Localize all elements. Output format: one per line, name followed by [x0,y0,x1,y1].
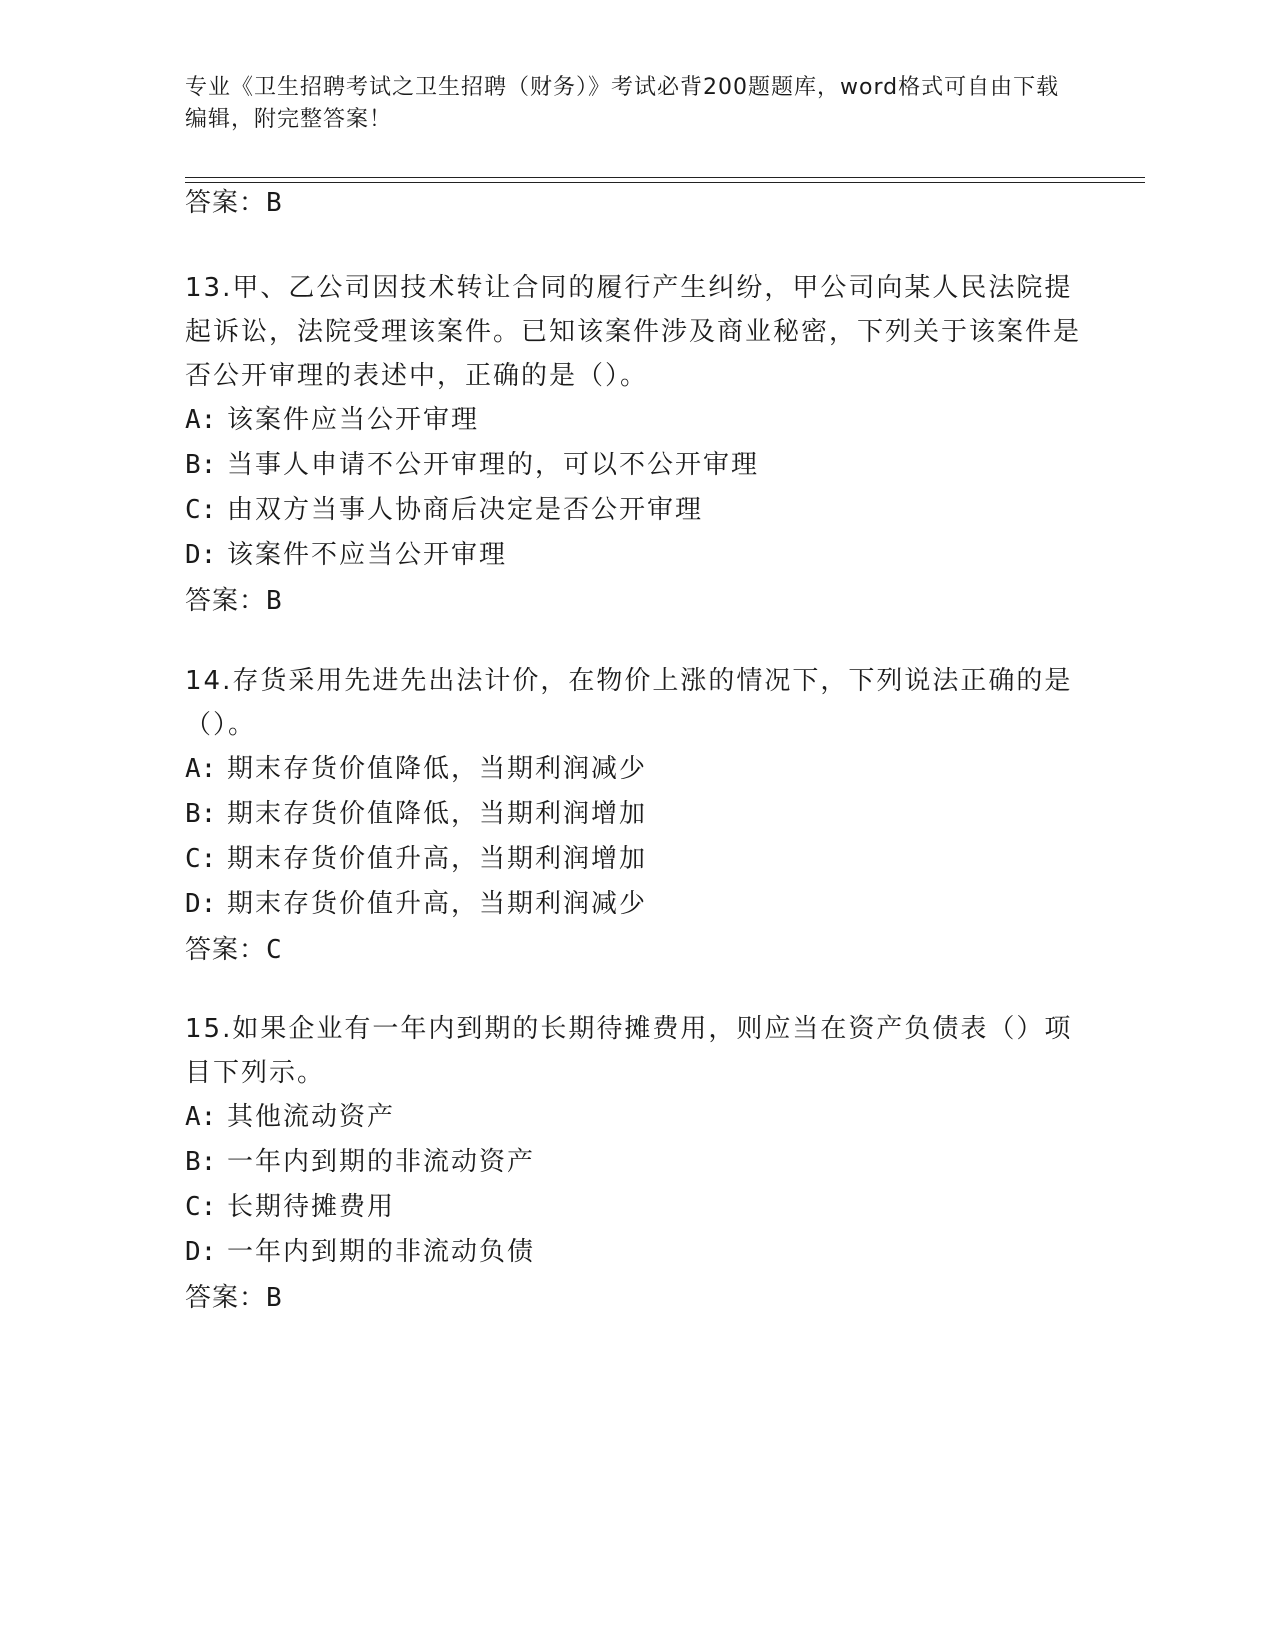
option-a [185,747,1085,792]
option-label: A: [185,754,217,784]
option-text: 长期待摊费用 [227,1192,396,1222]
question-block-14 [185,659,1085,973]
option-label: D: [185,540,217,570]
answer-label: 答案： [185,935,267,965]
option-label: C: [185,844,217,874]
option-d [185,882,1085,927]
answer-label: 答案： [185,188,267,218]
option-label: D: [185,1237,217,1267]
answer-line [185,180,1085,226]
option-text: 期末存货价值降低，当期利润增加 [227,799,648,829]
answer-value: B [266,1283,283,1313]
answer-value: B [266,586,283,616]
option-text: 期末存货价值降低，当期利润减少 [227,754,648,784]
option-text: 该案件应当公开审理 [227,405,480,435]
option-label: C: [185,495,217,525]
option-a [185,398,1085,443]
question-text: 15.如果企业有一年内到期的长期待摊费用，则应当在资产负债表（）项目下列示。 [185,1014,1073,1088]
previous-answer-block [185,180,1085,226]
header-divider-top [185,177,1145,178]
answer-line [185,927,1085,973]
option-b [185,792,1085,837]
question-block-15 [185,1007,1085,1321]
option-c [185,837,1085,882]
question-text: 13.甲、乙公司因技术转让合同的履行产生纠纷，甲公司向某人民法院提起诉讼，法院受理该案件。已知该案件涉及商业秘密，下列关于该案件是否公开审理的表述中，正确的是（）。 [185,273,1082,391]
option-b [185,443,1085,488]
document-header: 专业《卫生招聘考试之卫生招聘（财务）》考试必背200题题库，word格式可自由下载编辑，附完整答案！ [185,75,1060,132]
option-text: 一年内到期的非流动资产 [227,1147,536,1177]
option-c [185,1185,1085,1230]
answer-label: 答案： [185,1283,267,1313]
option-label: B: [185,799,217,829]
question-block-13 [185,266,1085,624]
answer-line [185,578,1085,624]
option-label: A: [185,405,217,435]
option-d [185,533,1085,578]
option-a [185,1095,1085,1140]
answer-value: C [266,935,283,965]
option-c [185,488,1085,533]
option-text: 一年内到期的非流动负债 [227,1237,536,1267]
question-text: 14.存货采用先进先出法计价，在物价上涨的情况下，下列说法正确的是（）。 [185,666,1073,740]
option-d [185,1230,1085,1275]
option-text: 期末存货价值升高，当期利润减少 [227,889,648,919]
option-text: 由双方当事人协商后决定是否公开审理 [227,495,704,525]
option-label: D: [185,889,217,919]
option-label: B: [185,1147,217,1177]
answer-value: B [266,188,283,218]
option-label: C: [185,1192,217,1222]
option-text: 其他流动资产 [227,1102,396,1132]
option-label: B: [185,450,217,480]
option-label: A: [185,1102,217,1132]
answer-line [185,1275,1085,1321]
answer-label: 答案： [185,586,267,616]
option-text: 当事人申请不公开审理的，可以不公开审理 [227,450,760,480]
option-text: 期末存货价值升高，当期利润增加 [227,844,648,874]
option-text: 该案件不应当公开审理 [227,540,508,570]
option-b [185,1140,1085,1185]
